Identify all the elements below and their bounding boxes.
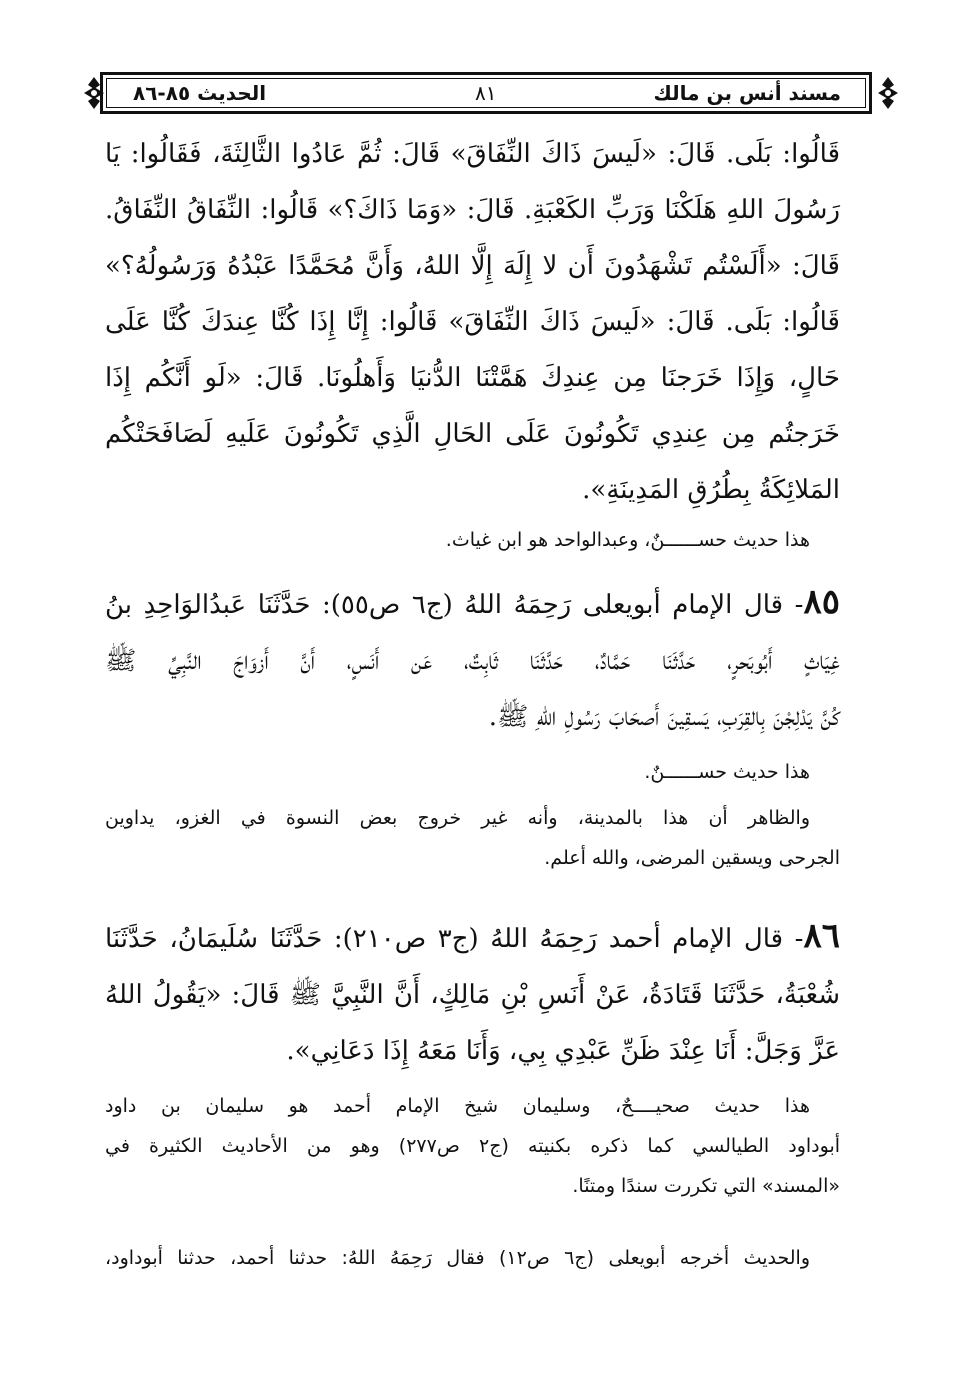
note-line: والحديث أخرجه أبويعلى (ج٦ ص١٢) فقال رَحِمَهُ اللهُ: حدثنا أحمد، حدثنا أبوداود، (105, 1247, 811, 1269)
hadith-line: المَلائِكَةُ بِطُرُقِ المَدِينَةِ». (582, 475, 840, 505)
hadith-line: حَالٍ، وَإِذَا خَرَجنَا مِن عِندِكَ هَمَّتْنَا الدُّنيَا وَأَهلُونَا. قَالَ: «لَو أَنَّكُم إِذَا (105, 363, 840, 393)
book-title: مسند أنس بن مالك (653, 81, 841, 105)
hadith-line: غِيَاثٍ أَبُوبَحرٍ، حَدَّثَنَا حَمَّادٌ، حَدَّثَنَا ثَابِتٌ، عَن أَنَسٍ، أَنَّ أَزوَاجَ النَّبِيِّ ﷺ (105, 646, 840, 676)
note-line: والظاهر أن هذا بالمدينة، وأنه غير خروج بعض النسوة في الغزو، يداوين (105, 807, 810, 829)
note-line: هذا حديث حســــــنٌ، وعبدالواحد هو ابن غياث. (445, 529, 810, 551)
hadith-number: ٨٥ (803, 582, 840, 622)
floral-ornament-icon (876, 76, 900, 110)
hadith-line: شُعْبَةُ، حَدَّثَنَا قَتَادَةُ، عَنْ أَنَسِ بْنِ مَالِكٍ، أَنَّ النَّبِيَّ ﷺ قَالَ: «يَقُولُ اللهُ (105, 980, 840, 1010)
note-line: أبوداود الطيالسي كما ذكره بكنيته (ج٢ ص٢٧٧) وهو من الأحاديث الكثيرة في (105, 1135, 841, 1157)
grading-note-86 (105, 1086, 840, 1206)
hadith-85 (105, 574, 840, 745)
grading-note-84 (105, 520, 840, 560)
hadith-line: قَالَ: «أَلَسْتُم تَشْهَدُونَ أَن لا إِلَهَ إِلَّا اللهُ، وَأَنَّ مُحَمَّدًا عَبْدُهُ وَرَسُولُهُ؟» (105, 251, 840, 281)
hadith-line: قَالُوا: بَلَى. قَالَ: «لَيسَ ذَاكَ النِّفَاقَ» قَالُوا: إِنَّا إِذَا كُنَّا عِندَكَ كُنَّا عَلَى (105, 307, 840, 337)
hadith-line: عَزَّ وَجَلَّ: أَنَا عِنْدَ ظَنِّ عَبْدِي بِي، وَأَنَا مَعَهُ إِذَا دَعَانِي». (286, 1036, 840, 1066)
hadith-line (105, 908, 840, 967)
hadith-text: - قال الإمام أبويعلى رَحِمَهُ اللهُ (ج٦ ص٥٥): حَدَّثَنَا عَبدُالوَاحِدِ بنُ (105, 590, 804, 620)
hadith-line: قَالُوا: بَلَى. قَالَ: «لَيسَ ذَاكَ النِّفَاقَ» قَالَ: ثُمَّ عَادُوا الثَّالِثَةَ، فَقَالُوا: يَا (105, 139, 840, 169)
hadith-line: خَرَجتُم مِن عِندِي تَكُونُونَ عَلَى الحَالِ الَّذِي تَكُونُونَ عَلَيهِ لَصَافَحَتْكُم (105, 419, 840, 449)
note-line: الجرحى ويسقين المرضى، والله أعلم. (544, 847, 840, 869)
hadith-86 (105, 908, 840, 1079)
note-line: هذا حديث صحيــــحٌ، وسليمان شيخ الإمام أحمد هو سليمان بن داود (105, 1095, 810, 1117)
page-number: ٨١ (475, 81, 497, 105)
hadith-range: الحديث ٨٥-٨٦ (133, 81, 267, 105)
note-line: «المسند» التي تكررت سندًا ومتنًا. (572, 1175, 840, 1197)
note-line: هذا حديث حســــــنٌ. (644, 761, 810, 783)
grading-note-85 (105, 752, 840, 878)
hadith-text: - قال الإمام أحمد رَحِمَهُ اللهُ (ج٣ ص٢١٠): حَدَّثَنَا سُلَيمَانُ، حَدَّثَنَا (105, 924, 804, 954)
hadith-number: ٨٦ (803, 916, 840, 956)
hadith-line: كُنَّ يَدْلِجْنَ بِالقِرَبِ، يَسقِينَ أَصحَابَ رَسُولِ اللهِ ﷺ. (488, 702, 840, 732)
hadith-line (105, 574, 840, 633)
hadith-84-continuation (105, 126, 840, 518)
takhrij-note-86 (105, 1238, 840, 1278)
page-header (100, 72, 872, 114)
hadith-line: رَسُولَ اللهِ هَلَكْنَا وَرَبِّ الكَعْبَةِ. قَالَ: «وَمَا ذَاكَ؟» قَالُوا: النِّفَاقُ النِّفَاقُ. (105, 195, 840, 225)
